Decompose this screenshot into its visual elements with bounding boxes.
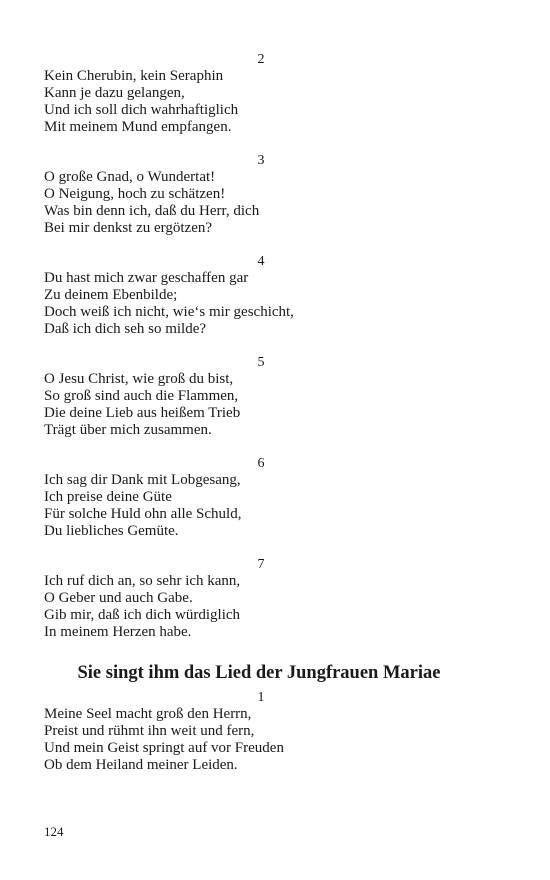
verse-line: Meine Seel macht groß den Herrn,: [44, 706, 252, 722]
verse-line: Für solche Huld ohn alle Schuld,: [44, 506, 242, 522]
verse-line: Und ich soll dich wahrhaftiglich: [44, 102, 239, 118]
verse-line: So groß sind auch die Flammen,: [44, 388, 239, 404]
verse-line: Die deine Lieb aus heißem Trieb: [44, 405, 241, 421]
verse-line: Doch weiß ich nicht, wie‘s mir geschicht,: [44, 304, 294, 320]
verse-line: Bei mir denkst zu ergötzen?: [44, 220, 213, 236]
stanza-number: 2: [257, 52, 265, 67]
stanza-3: [44, 152, 474, 237]
stanza-6: [44, 455, 474, 540]
verse-line: Ich sag dir Dank mit Lobgesang,: [44, 472, 241, 488]
section-stanza-1: [44, 689, 474, 774]
stanza-5: [44, 354, 474, 439]
stanza-number: 5: [257, 355, 265, 370]
verse-line: Du hast mich zwar geschaffen gar: [44, 270, 249, 286]
verse-line: Gib mir, daß ich dich würdiglich: [44, 607, 241, 623]
page-number: 124: [44, 824, 64, 839]
verse-line: O Jesu Christ, wie groß du bist,: [44, 371, 234, 387]
stanza-4: [44, 253, 474, 338]
verse-line: Und mein Geist springt auf vor Freuden: [44, 740, 284, 756]
verse-line: Was bin denn ich, daß du Herr, dich: [44, 203, 260, 219]
verse-line: Mit meinem Mund empfangen.: [44, 119, 232, 135]
verse-line: Zu deinem Ebenbilde;: [44, 287, 178, 303]
stanza-number: 1: [257, 690, 265, 705]
stanza-number: 7: [257, 557, 265, 572]
verse-line: In meinem Herzen habe.: [44, 624, 192, 640]
stanza-number: 3: [257, 153, 265, 168]
verse-line: Du liebliches Gemüte.: [44, 523, 179, 539]
verse-line: Ob dem Heiland meiner Leiden.: [44, 757, 238, 773]
verse-line: Daß ich dich seh so milde?: [44, 321, 207, 337]
verse-line: Kein Cherubin, kein Seraphin: [44, 68, 224, 84]
verse-line: O große Gnad, o Wundertat!: [44, 169, 216, 185]
verse-line: Preist und rühmt ihn weit und fern,: [44, 723, 255, 739]
verse-line: Ich preise deine Güte: [44, 489, 172, 505]
verse-line: O Geber und auch Gabe.: [44, 590, 193, 606]
section-title: Sie singt ihm das Lied der Jungfrauen Mariae: [77, 663, 441, 683]
stanza-7: [44, 556, 474, 641]
verse-line: Ich ruf dich an, so sehr ich kann,: [44, 573, 241, 589]
verse-line: O Neigung, hoch zu schätzen!: [44, 186, 226, 202]
stanza-number: 6: [257, 456, 265, 471]
verse-line: Kann je dazu gelangen,: [44, 85, 185, 101]
stanza-number: 4: [257, 254, 265, 269]
verse-line: Trägt über mich zusammen.: [44, 422, 212, 438]
stanza-2: [44, 51, 474, 136]
